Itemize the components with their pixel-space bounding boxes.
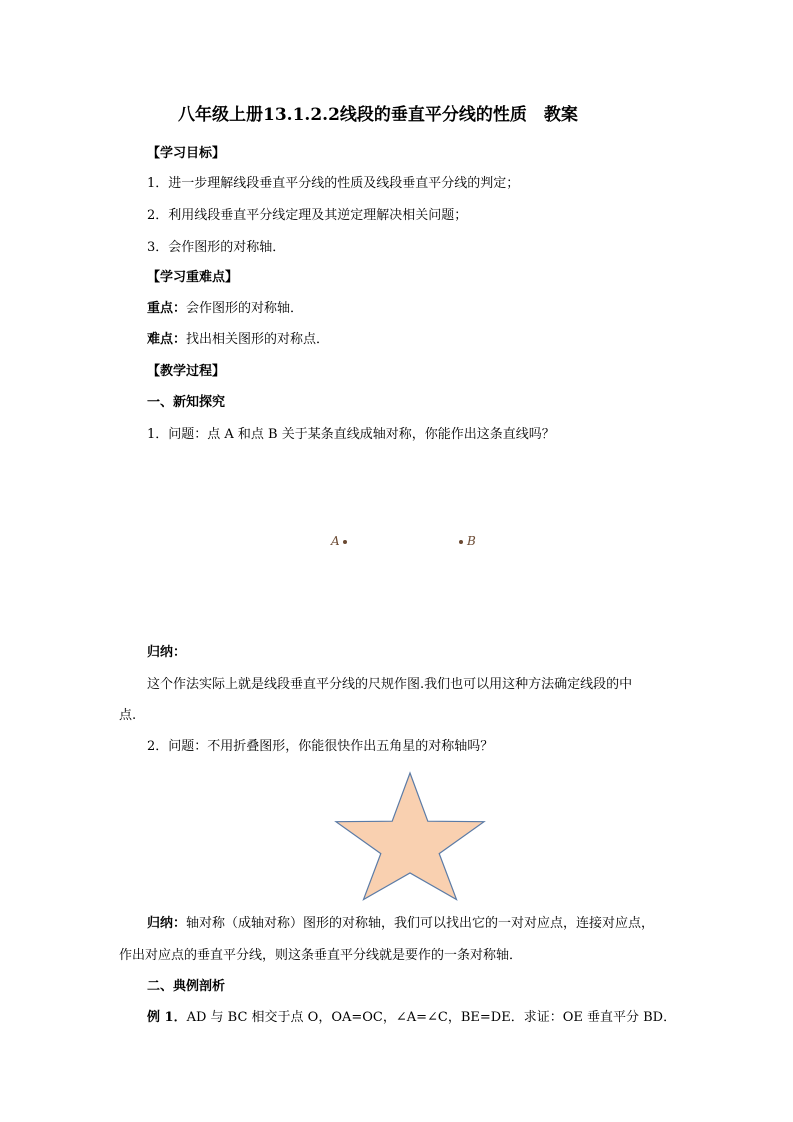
summary-2-line-2: 作出对应点的垂直平分线，则这条垂直平分线就是要作的一条对称轴． — [119, 948, 523, 963]
objective-item-2: 2．利用线段垂直平分线定理及其逆定理解决相关问题； — [147, 208, 468, 223]
summary-2-line-1 — [147, 917, 654, 930]
key-point — [147, 302, 303, 315]
point-a-dot — [343, 540, 347, 544]
process-heading: 【教学过程】 — [147, 364, 226, 379]
section-2-heading: 二、典例剖析 — [147, 979, 226, 994]
objective-item-1: 1．进一步理解线段垂直平分线的性质及线段垂直平分线的判定； — [147, 176, 520, 191]
objective-item-3: 3．会作图形的对称轴． — [147, 240, 286, 255]
example-1-label: 例 1． — [147, 1010, 187, 1025]
question-2: 2．问题：不用折叠图形，你能很快作出五角星的对称轴吗？ — [147, 739, 494, 754]
keypoints-heading: 【学习重难点】 — [147, 270, 239, 285]
hard-text: 找出相关图形的对称点． — [186, 332, 330, 347]
point-a-label: A — [331, 534, 340, 548]
point-b-label: B — [467, 534, 476, 548]
point-b-dot — [459, 540, 463, 544]
objectives-heading: 【学习目标】 — [147, 146, 226, 161]
summary-2-text: 轴对称（成轴对称）图形的对称轴，我们可以找出它的一对对应点，连接对应点， — [186, 916, 655, 931]
hard-point — [147, 333, 329, 346]
summary-1-line-2: 点. — [119, 708, 137, 723]
example-1 — [147, 1011, 676, 1024]
summary-1-label: 归纳： — [147, 645, 187, 660]
key-label: 重点： — [147, 301, 187, 316]
example-1-text: AD 与 BC 相交于点 O，OA=OC，∠A=∠C，BE=DE．求证：OE 垂直平分 BD． — [186, 1010, 677, 1025]
summary-2-label: 归纳： — [147, 916, 187, 931]
five-pointed-star — [330, 770, 490, 902]
page-title: 八年级上册13.1.2.2线段的垂直平分线的性质 教案 — [178, 105, 578, 125]
key-text: 会作图形的对称轴． — [186, 301, 304, 316]
summary-1-line-1: 这个作法实际上就是线段垂直平分线的尺规作图.我们也可以用这种方法确定线段的中 — [147, 677, 633, 692]
hard-label: 难点： — [147, 332, 187, 347]
star-shape — [336, 773, 484, 900]
section-1-heading: 一、新知探究 — [147, 395, 226, 410]
question-1: 1．问题：点 A 和点 B 关于某条直线成轴对称，你能作出这条直线吗？ — [147, 427, 555, 442]
